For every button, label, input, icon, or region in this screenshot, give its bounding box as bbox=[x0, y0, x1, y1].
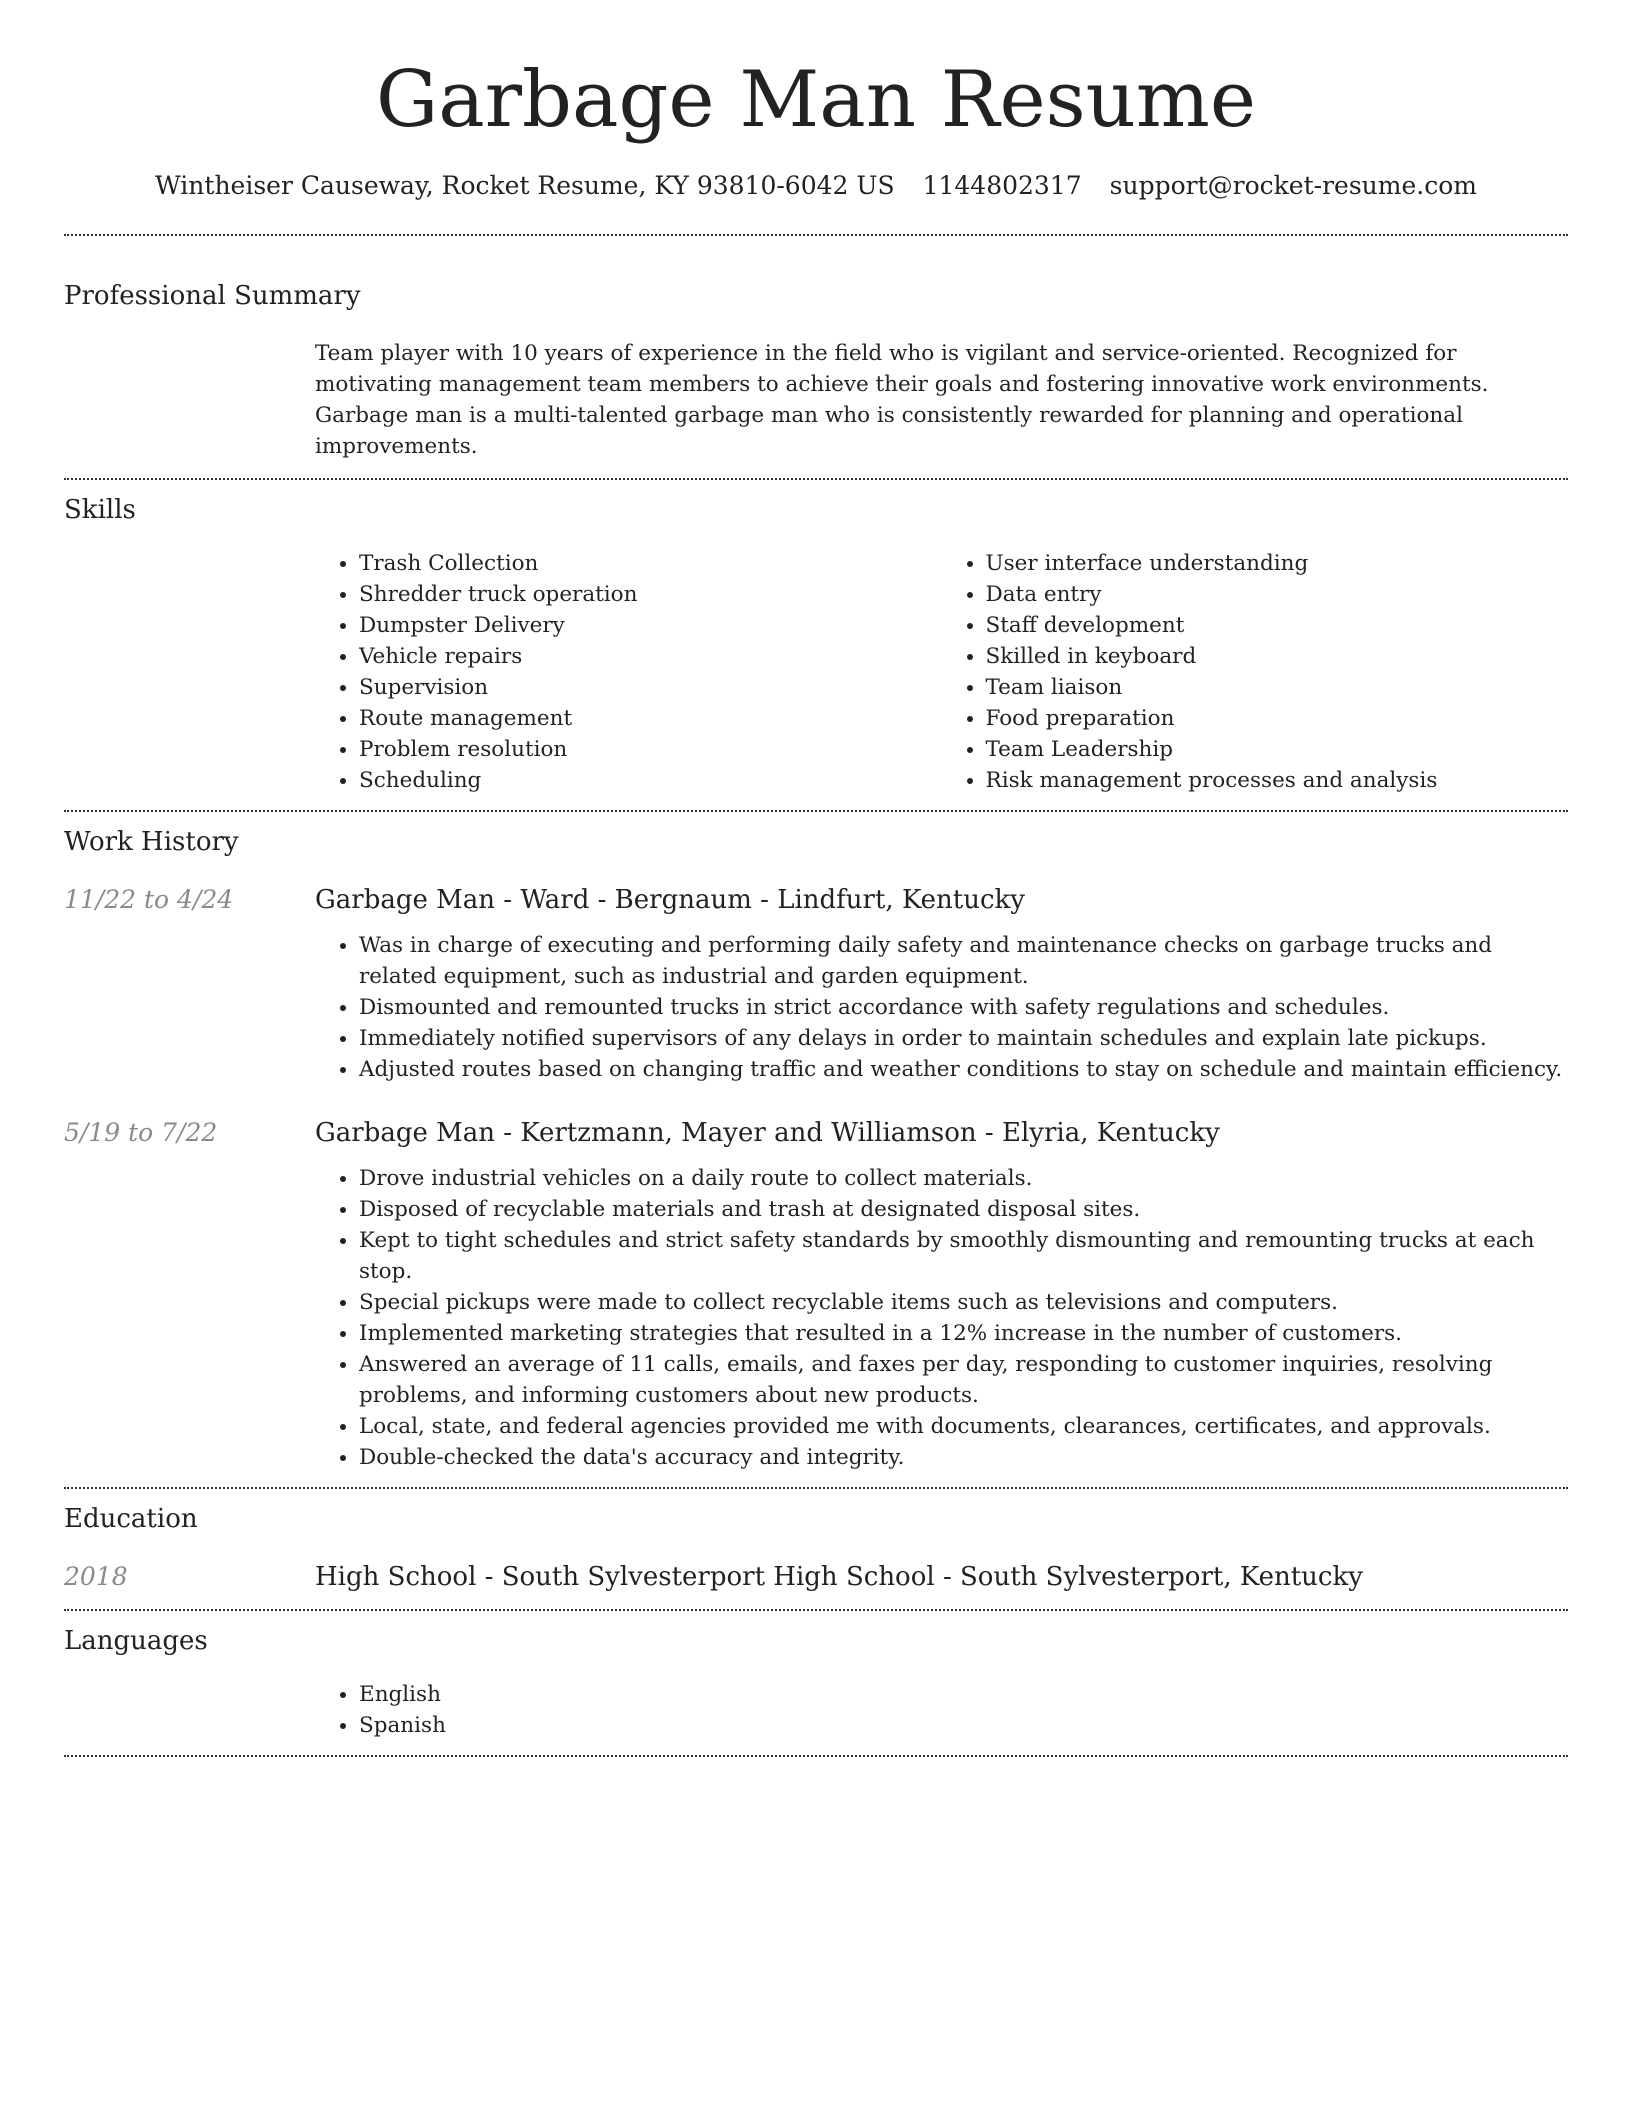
summary-section bbox=[64, 236, 1568, 478]
skill-item: • Problem resolution bbox=[359, 734, 942, 765]
phone: 1144802317 bbox=[922, 171, 1082, 200]
skills-section bbox=[64, 480, 1568, 810]
section-title-summary: Professional Summary bbox=[64, 281, 361, 311]
skill-item: • Supervision bbox=[359, 672, 942, 703]
resume-title: Garbage Man Resume bbox=[375, 55, 1257, 145]
section-title-skills: Skills bbox=[64, 495, 136, 525]
job-bullet: • Double-checked the data's accuracy and integrity. bbox=[359, 1442, 1568, 1473]
skill-item: • Food preparation bbox=[986, 703, 1569, 734]
languages-content bbox=[315, 1679, 1568, 1741]
job-header bbox=[64, 1115, 1568, 1151]
skill-item: • User interface understanding bbox=[986, 548, 1569, 579]
job-bullet-list bbox=[315, 930, 1568, 1085]
language-item: • Spanish bbox=[359, 1710, 1568, 1741]
job-bullet: • Dismounted and remounted trucks in strict accordance with safety regulations and schedules. bbox=[359, 992, 1568, 1023]
divider bbox=[64, 1755, 1568, 1757]
contact-line bbox=[64, 168, 1568, 204]
languages-section bbox=[64, 1611, 1568, 1755]
language-item: • English bbox=[359, 1679, 1568, 1710]
section-title-education: Education bbox=[64, 1504, 198, 1534]
job-entry bbox=[64, 882, 1568, 1085]
email: support@rocket-resume.com bbox=[1109, 171, 1477, 200]
job-title: Garbage Man - Kertzmann, Mayer and Williamson - Elyria, Kentucky bbox=[315, 1118, 1220, 1148]
skill-item: • Trash Collection bbox=[359, 548, 942, 579]
job-bullets bbox=[315, 930, 1568, 1085]
summary-text: Team player with 10 years of experience in the field who is vigilant and service-oriented. Recognized for motivating management team members to achieve their goals and fostering innovative work environments. Garbage man is a multi-talented garbage man who is consistently rewarded for planning and operational improvements. bbox=[315, 341, 1489, 459]
skill-item: • Team Leadership bbox=[986, 734, 1569, 765]
education-date: 2018 bbox=[64, 1562, 128, 1591]
skill-item: • Vehicle repairs bbox=[359, 641, 942, 672]
job-bullet: • Immediately notified supervisors of any delays in order to maintain schedules and explain late pickups. bbox=[359, 1023, 1568, 1054]
skill-item: • Route management bbox=[359, 703, 942, 734]
summary-content bbox=[315, 338, 1568, 462]
work-section bbox=[64, 812, 1568, 1487]
skills-columns bbox=[315, 548, 1568, 796]
skill-item: • Skilled in keyboard bbox=[986, 641, 1569, 672]
job-title: Garbage Man - Ward - Bergnaum - Lindfurt, Kentucky bbox=[315, 885, 1025, 915]
job-bullet: • Disposed of recyclable materials and trash at designated disposal sites. bbox=[359, 1194, 1568, 1225]
job-bullet: • Implemented marketing strategies that resulted in a 12% increase in the number of customers. bbox=[359, 1318, 1568, 1349]
skill-item: • Scheduling bbox=[359, 765, 942, 796]
job-bullets bbox=[315, 1163, 1568, 1473]
job-bullet: • Adjusted routes based on changing traffic and weather conditions to stay on schedule and maintain efficiency. bbox=[359, 1054, 1568, 1085]
education-entry bbox=[64, 1559, 1568, 1595]
job-date: 11/22 to 4/24 bbox=[64, 885, 234, 914]
job-bullet-list bbox=[315, 1163, 1568, 1473]
address: Wintheiser Causeway, Rocket Resume, KY 93810-6042 US bbox=[155, 171, 895, 200]
section-title-languages: Languages bbox=[64, 1626, 208, 1656]
job-bullet: • Drove industrial vehicles on a daily route to collect materials. bbox=[359, 1163, 1568, 1194]
job-header bbox=[64, 882, 1568, 918]
skill-item: • Dumpster Delivery bbox=[359, 610, 942, 641]
job-bullet: • Special pickups were made to collect recyclable items such as televisions and computers. bbox=[359, 1287, 1568, 1318]
skills-list-left bbox=[315, 548, 942, 796]
skill-item: • Data entry bbox=[986, 579, 1569, 610]
job-bullet: • Local, state, and federal agencies provided me with documents, clearances, certificates, and approvals. bbox=[359, 1411, 1568, 1442]
languages-list bbox=[315, 1679, 1568, 1741]
skill-item: • Shredder truck operation bbox=[359, 579, 942, 610]
education-title: High School - South Sylvesterport High School - South Sylvesterport, Kentucky bbox=[315, 1562, 1363, 1592]
education-section bbox=[64, 1489, 1568, 1609]
skill-item: • Risk management processes and analysis bbox=[986, 765, 1569, 796]
section-title-work: Work History bbox=[64, 827, 239, 857]
job-bullet: • Kept to tight schedules and strict safety standards by smoothly dismounting and remounting trucks at each stop. bbox=[359, 1225, 1568, 1287]
skill-item: • Staff development bbox=[986, 610, 1569, 641]
job-bullet: • Was in charge of executing and performing daily safety and maintenance checks on garbage trucks and related equipment, such as industrial and garden equipment. bbox=[359, 930, 1568, 992]
skills-list-right bbox=[942, 548, 1569, 796]
skill-item: • Team liaison bbox=[986, 672, 1569, 703]
job-bullet: • Answered an average of 11 calls, emails, and faxes per day, responding to customer inquiries, resolving problems, and informing customers about new products. bbox=[359, 1349, 1568, 1411]
job-date: 5/19 to 7/22 bbox=[64, 1118, 218, 1147]
job-entry bbox=[64, 1115, 1568, 1473]
